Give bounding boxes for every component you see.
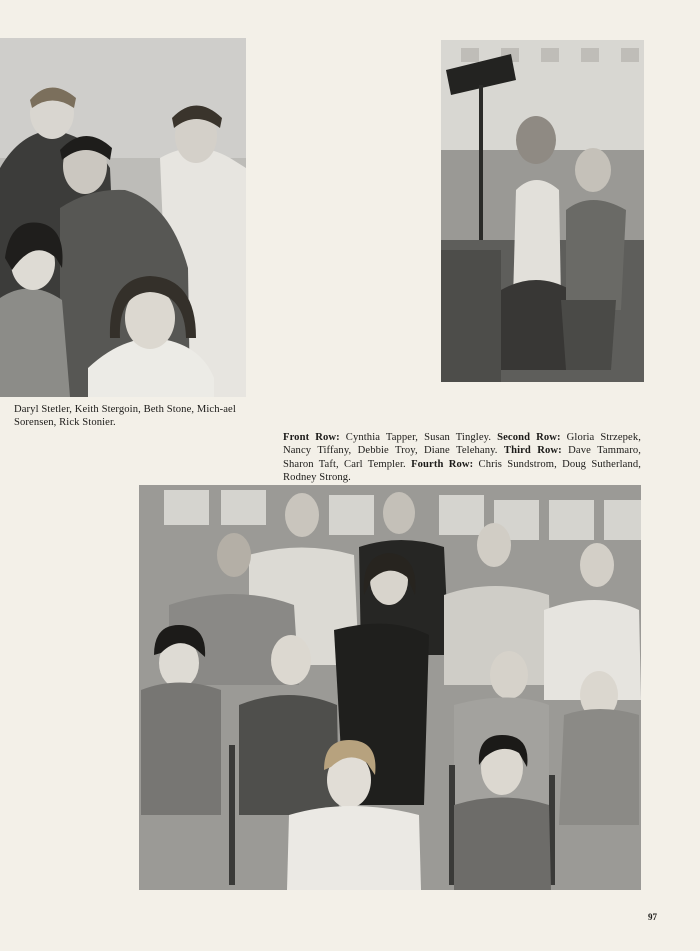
caption-second-row-names: Gloria Strzepek, Nancy Tiffany, Debbie Troy, Diane Telehany.: [283, 432, 641, 457]
caption-second-row-label: Second Row:: [497, 432, 561, 443]
caption-third-row-names: Dave Tammaro, Sharon Taft, Carl Templer.: [283, 445, 641, 470]
photo-top-right-candid: [441, 40, 644, 382]
caption-front-row-names: Cynthia Tapper, Susan Tingley.: [339, 432, 498, 443]
caption-top-left-names: Daryl Stetler, Keith Stergoin, Beth Stone, Mich-ael Sorensen, Rick Stonier.: [14, 404, 236, 429]
caption-fourth-row-names: Chris Sundstrom, Doug Sutherland, Rodney Strong.: [283, 458, 642, 483]
photo-bottom-group: [139, 485, 641, 890]
caption-front-row-label: Front Row:: [283, 432, 340, 443]
caption-third-row-label: Third Row:: [503, 445, 562, 457]
page-number: 97: [648, 912, 657, 922]
caption-fourth-row-label: Fourth Row:: [411, 458, 474, 470]
caption-group-rows: [283, 431, 641, 484]
photo-top-left-group: [0, 38, 246, 397]
